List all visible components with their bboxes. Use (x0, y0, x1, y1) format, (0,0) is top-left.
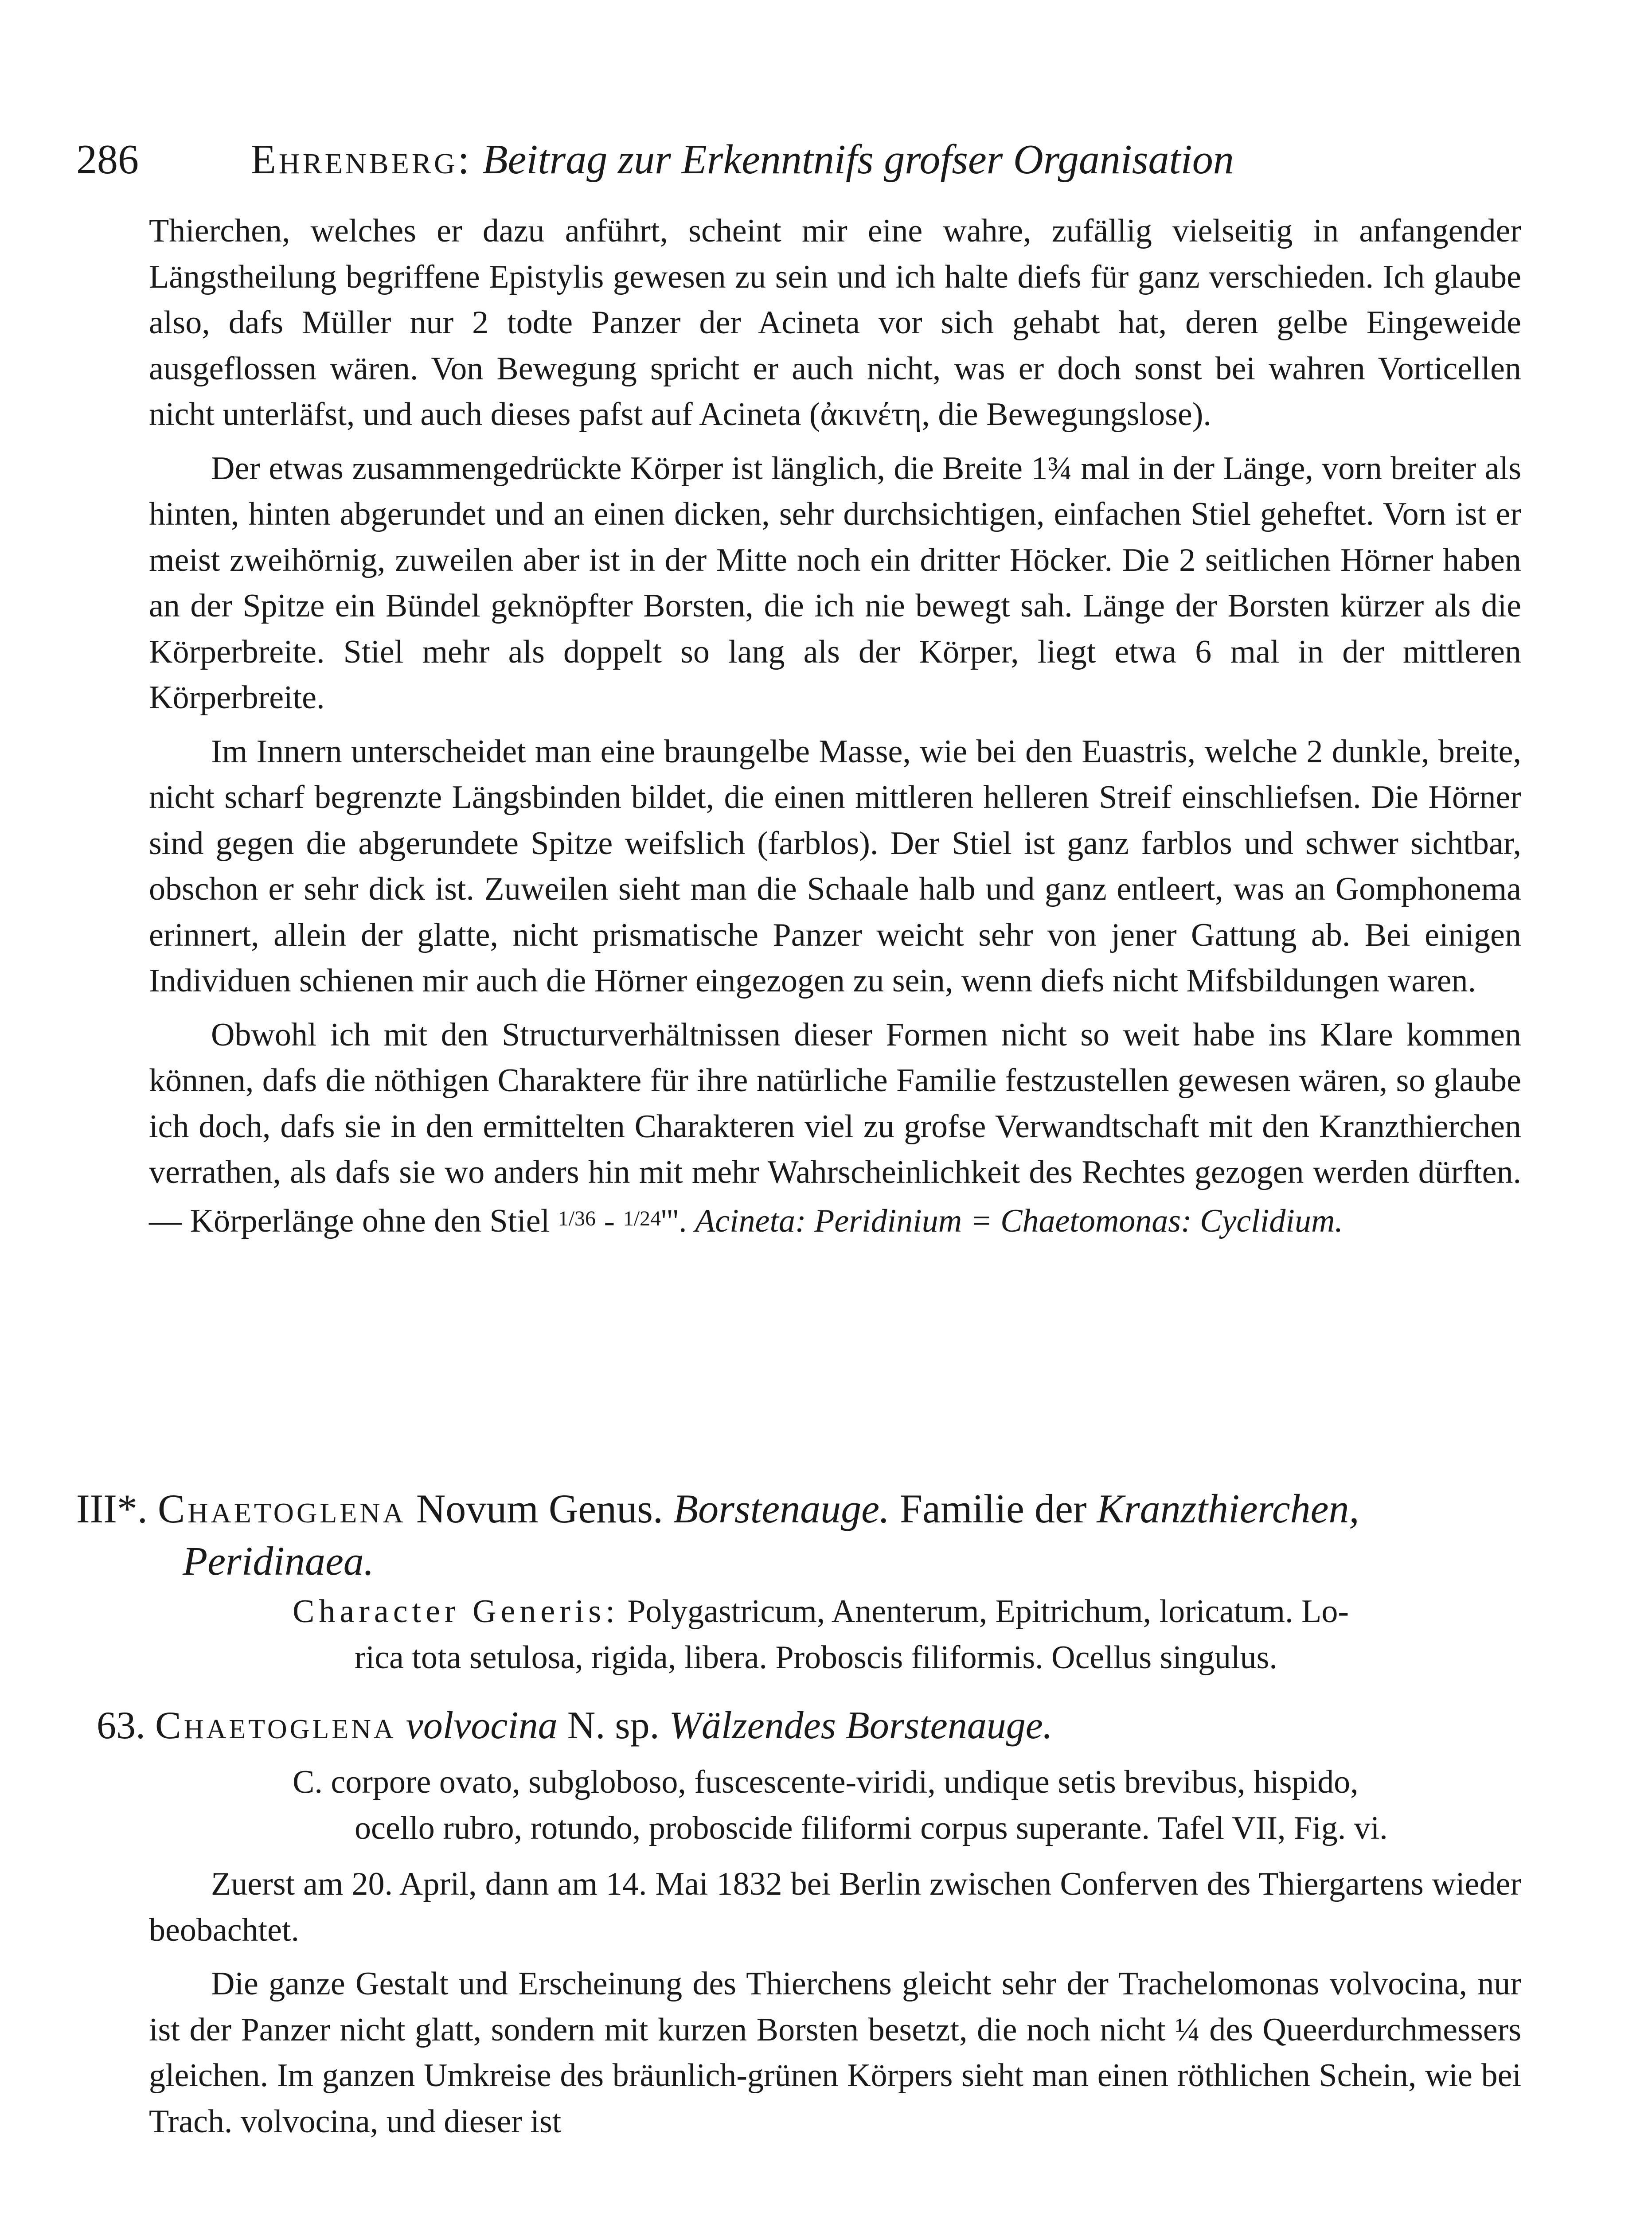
running-header (76, 133, 1521, 186)
formula: Acineta: Peridinium = Chaetomonas: Cyclidium. (695, 1202, 1343, 1239)
paragraph: Thierchen, welches er dazu anführt, scheint mir eine wahre, zufällig vielseitig in anfangender Längstheilung begriffene Epistylis gewesen zu sein und ich halte diefs für ganz verschieden. Ich glaube also, dafs Müller nur 2 todte Panzer der Acineta vor sich gehabt hat, deren gelbe Eingeweide ausgeflossen wären. Von Bewegung spricht er auch nicht, was er doch sonst bei wahren Vorticellen nicht unterläfst, und auch dieses pafst auf Acineta (ἀκινέτη, die Bewegungslose). (149, 213, 1521, 433)
species-name: volvocina (406, 1704, 558, 1747)
fraction: 1/24 (623, 1206, 661, 1230)
character-line-2: rica tota setulosa, rigida, libera. Proboscis filiformis. Ocellus singulus. (355, 1639, 1277, 1676)
paragraph: Der etwas zusammengedrückte Körper ist länglich, die Breite 1¾ mal in der Länge, vorn breiter als hinten, hinten abgerundet und an einen dicken, sehr durchsichtigen, einfachen Stiel geheftet. Vorn ist er meist zweihörnig, zuweilen aber ist in der Mitte noch ein dritter Höcker. Die 2 seitlichen Hörner haben an der Spitze ein Bündel geknöpfter Borsten, die ich nie bewegt sah. Länge der Borsten kürzer als die Körperbreite. Stiel mehr als doppelt so lang als der Körper, liegt etwa 6 mal in der mittleren Körperbreite. (149, 450, 1521, 716)
fraction: 1/36 (558, 1206, 596, 1230)
header-title: Beitrag zur Erkenntnifs grofser Organisation (482, 137, 1234, 183)
body-text-1 (149, 208, 1521, 1252)
genus-heading (76, 1483, 1521, 1587)
fraction-separator: - (604, 1202, 615, 1239)
family-latin: Peridinaea. (183, 1538, 374, 1584)
page-number: 286 (76, 137, 139, 183)
familie-label: Familie der (899, 1486, 1087, 1531)
diagnosis-line-1: C. corpore ovato, subgloboso, fuscescente-viridi, undique setis brevibus, hispido, (293, 1764, 1359, 1800)
paragraph (149, 1012, 1521, 1245)
paragraph-text: Obwohl ich mit den Structurverhältnissen dieser Formen nicht so weit habe ins Klare kommen können, dafs die nöthigen Charaktere für ihre natürliche Familie festzustellen gewesen wären, so glaube ich doch, dafs sie in den ermittelten Charakteren viel zu grofse Verwandtschaft mit den Kranzthierchen verrathen, als dafs sie wo anders hin mit mehr Wahrscheinlichkeit des Rechtes gezogen werden dürften. — Körperlänge ohne den Stiel (149, 1016, 1521, 1239)
species-heading (97, 1700, 1521, 1752)
body-text-2 (149, 1861, 1521, 2153)
genus-name: Chaetoglena (157, 1486, 406, 1531)
paragraph: Die ganze Gestalt und Erscheinung des Thierchens gleicht sehr der Trachelomonas volvocina, nur ist der Panzer nicht glatt, sondern mit kurzen Borsten besetzt, die noch nicht ¼ des Queerdurchmessers gleichen. Im ganzen Umkreise des bräunlich-grünen Körpers sieht man einen röthlichen Schein, wie bei Trach. volvocina, und dieser ist (149, 1966, 1521, 2140)
unit: '''. (661, 1202, 687, 1239)
paragraph: Zuerst am 20. April, dann am 14. Mai 1832 bei Berlin zwischen Conferven des Thiergartens wieder beobachtet. (149, 1866, 1521, 1948)
species-number: 63. (97, 1704, 145, 1747)
species-diagnosis (293, 1760, 1520, 1851)
header-author: Ehrenberg: (250, 137, 472, 183)
character-generis (293, 1589, 1520, 1681)
species-genus: Chaetoglena (155, 1704, 396, 1747)
character-line-1: Polygastricum, Anenterum, Epitrichum, loricatum. Lo- (627, 1593, 1349, 1630)
genus-novum: Novum Genus. (416, 1486, 663, 1531)
genus-number: III*. (76, 1486, 148, 1531)
character-label: Character Generis: (293, 1593, 619, 1630)
family-german: Kranzthierchen, (1097, 1486, 1359, 1531)
species-nsp: N. sp. (567, 1704, 660, 1747)
paragraph: Im Innern unterscheidet man eine braungelbe Masse, wie bei den Euastris, welche 2 dunkle, breite, nicht scharf begrenzte Längsbinden bildet, die einen mittleren helleren Streif einschliefsen. Die Hörner sind gegen die abgerundete Spitze weifslich (farblos). Der Stiel ist ganz farblos und schwer sichtbar, obschon er sehr dick ist. Zuweilen sieht man die Schaale halb und ganz entleert, was an Gomphonema erinnert, allein der glatte, nicht prismatische Panzer weicht sehr von jener Gattung ab. Bei einigen Individuen schienen mir auch die Hörner eingezogen zu sein, wenn diefs nicht Mifsbildungen waren. (149, 733, 1521, 999)
species-german: Wälzendes Borstenauge. (669, 1704, 1053, 1747)
genus-german: Borstenauge. (673, 1486, 890, 1531)
diagnosis-line-2: ocello rubro, rotundo, proboscide filiformi corpus superante. Tafel VII, Fig. vi. (355, 1810, 1388, 1846)
